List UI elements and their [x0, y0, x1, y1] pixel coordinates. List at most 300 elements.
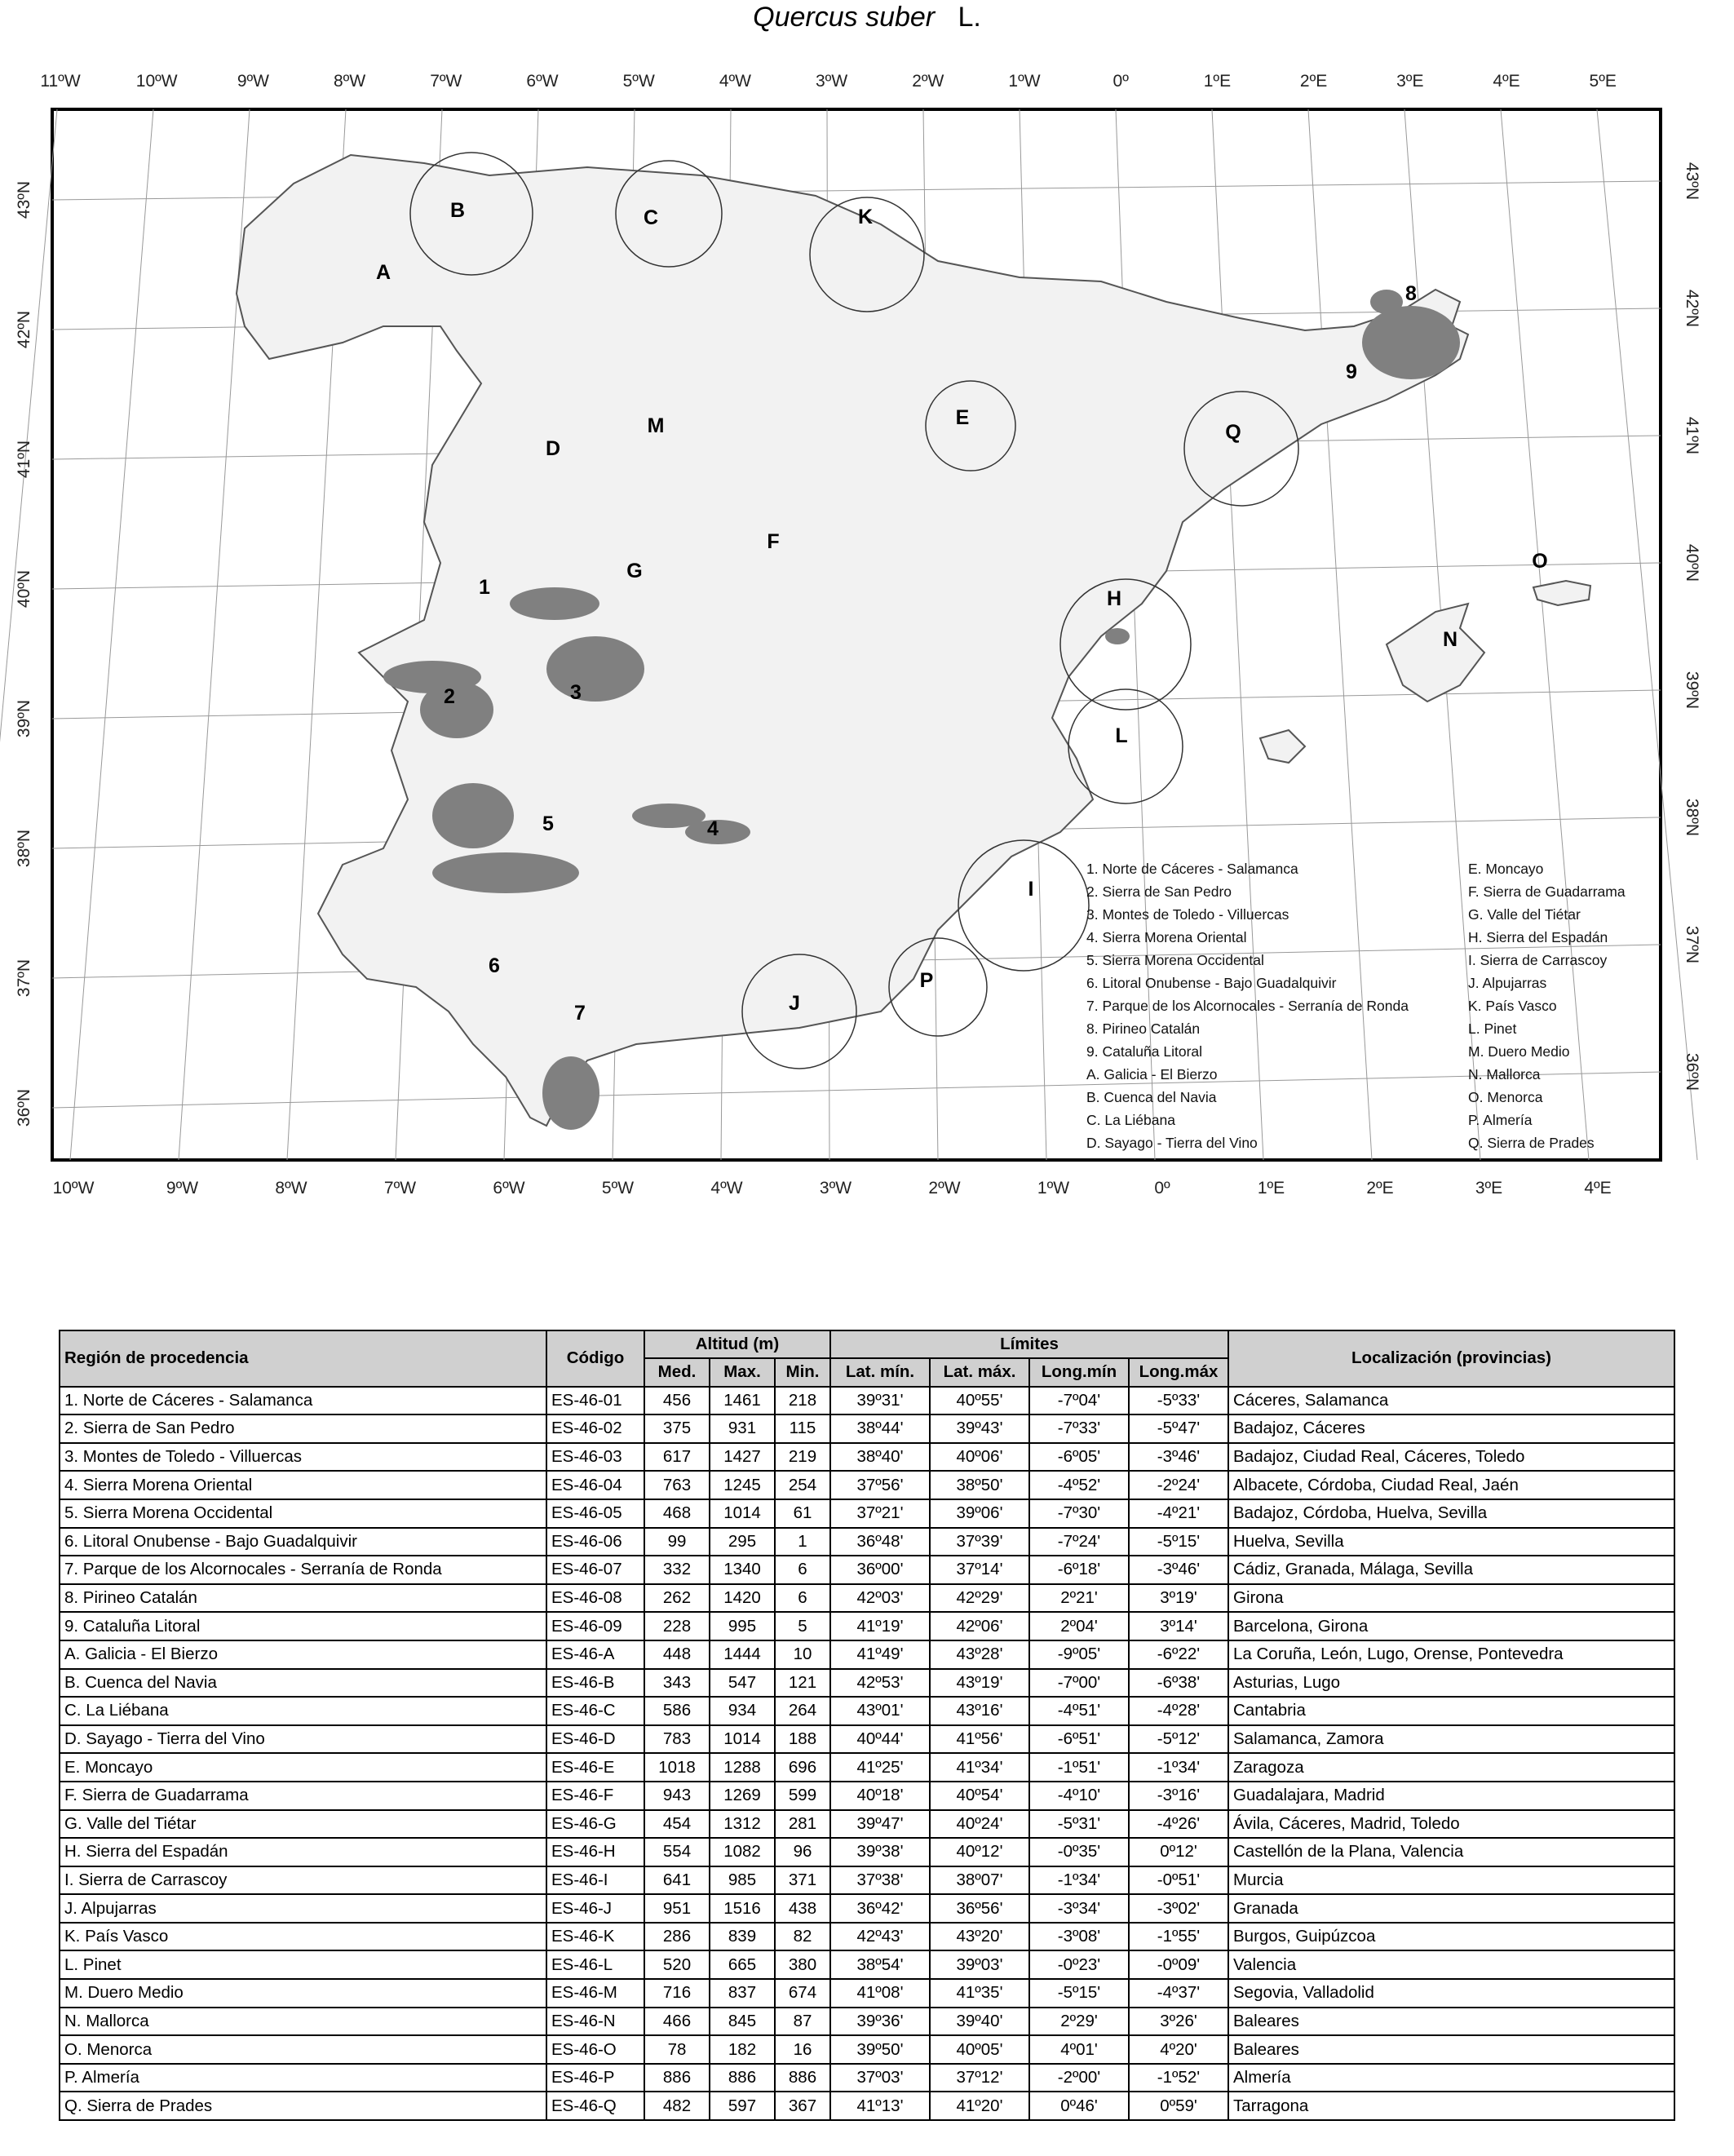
- cell-max: 886: [710, 2064, 775, 2092]
- cell-long-max: -3º16': [1129, 1782, 1228, 1810]
- cell-region: P. Almería: [60, 2064, 546, 2092]
- legend-item: 2. Sierra de San Pedro: [1086, 883, 1232, 900]
- meridian-line: [0, 109, 57, 1160]
- top-lon-label: 1ºE: [1203, 72, 1232, 91]
- cell-loc: Ávila, Cáceres, Madrid, Toledo: [1228, 1810, 1674, 1839]
- cell-region: G. Valle del Tiétar: [60, 1810, 546, 1839]
- legend-item: P. Almería: [1468, 1112, 1533, 1128]
- cell-region: M. Duero Medio: [60, 1979, 546, 2008]
- cell-lat-min: 39º47': [830, 1810, 930, 1839]
- cell-loc: Cáceres, Salamanca: [1228, 1387, 1674, 1415]
- region-label-g: G: [626, 560, 643, 582]
- cell-med: 783: [644, 1725, 710, 1754]
- header-location: Localización (provincias): [1228, 1330, 1674, 1387]
- cell-lat-min: 41º25': [830, 1753, 930, 1782]
- table-row: [60, 1414, 1674, 1443]
- region-label-8: 8: [1405, 282, 1417, 305]
- cell-long-min: -7º33': [1029, 1414, 1129, 1443]
- cell-max: 1014: [710, 1499, 775, 1528]
- cell-med: 466: [644, 2008, 710, 2036]
- region-label-d: D: [545, 437, 561, 460]
- cell-lat-min: 42º53': [830, 1669, 930, 1698]
- cell-long-max: -0º09': [1129, 1950, 1228, 1979]
- cell-long-max: -6º38': [1129, 1669, 1228, 1698]
- cell-region: E. Moncayo: [60, 1753, 546, 1782]
- cell-max: 1245: [710, 1471, 775, 1499]
- bottom-lon-label: 8ºW: [275, 1179, 307, 1198]
- table-row: [60, 1979, 1674, 2008]
- table-row: [60, 1782, 1674, 1810]
- header-max: Max.: [710, 1358, 775, 1387]
- legend-item: 1. Norte de Cáceres - Salamanca: [1086, 861, 1298, 877]
- legend-item: 4. Sierra Morena Oriental: [1086, 929, 1247, 945]
- cell-min: 16: [775, 2035, 830, 2064]
- right-lat-label: 43ºN: [1683, 162, 1701, 201]
- cell-code: ES-46-08: [546, 1584, 644, 1613]
- cell-long-max: -5º12': [1129, 1725, 1228, 1754]
- table-row: [60, 2035, 1674, 2064]
- cell-code: ES-46-K: [546, 1923, 644, 1951]
- region-label-2: 2: [444, 685, 455, 708]
- cell-code: ES-46-L: [546, 1950, 644, 1979]
- cell-med: 448: [644, 1640, 710, 1669]
- cell-med: 99: [644, 1528, 710, 1556]
- cell-long-max: -1º55': [1129, 1923, 1228, 1951]
- region-label-4: 4: [707, 817, 719, 840]
- cell-long-max: -2º24': [1129, 1471, 1228, 1499]
- top-lon-label: 5ºW: [622, 72, 655, 91]
- cell-min: 380: [775, 1950, 830, 1979]
- cell-lat-min: 37º38': [830, 1866, 930, 1895]
- cell-long-max: 3º14': [1129, 1612, 1228, 1640]
- cell-loc: Huelva, Sevilla: [1228, 1528, 1674, 1556]
- cell-long-min: -0º23': [1029, 1950, 1129, 1979]
- header-lat-min: Lat. mín.: [830, 1358, 930, 1387]
- table-row: [60, 1443, 1674, 1472]
- cell-max: 1269: [710, 1782, 775, 1810]
- cell-lat-max: 40º55': [930, 1387, 1029, 1415]
- cell-max: 845: [710, 2008, 775, 2036]
- header-min: Min.: [775, 1358, 830, 1387]
- region-label-p: P: [919, 969, 934, 992]
- legend-item: 5. Sierra Morena Occidental: [1086, 952, 1264, 968]
- cell-lat-min: 37º03': [830, 2064, 930, 2092]
- cell-lat-min: 36º42': [830, 1894, 930, 1923]
- bottom-lon-label: 2ºW: [928, 1179, 961, 1198]
- table-row: [60, 1528, 1674, 1556]
- cell-loc: Granada: [1228, 1894, 1674, 1923]
- table-row: [60, 1669, 1674, 1698]
- cell-max: 182: [710, 2035, 775, 2064]
- left-lat-label: 40ºN: [15, 569, 33, 609]
- cell-long-max: 4º20': [1129, 2035, 1228, 2064]
- legend-item: H. Sierra del Espadán: [1468, 929, 1608, 945]
- cell-lat-max: 43º19': [930, 1669, 1029, 1698]
- cell-lat-max: 43º16': [930, 1697, 1029, 1725]
- cell-long-min: -7º00': [1029, 1669, 1129, 1698]
- cell-lat-max: 42º06': [930, 1612, 1029, 1640]
- provenance-table: [59, 1330, 1675, 2121]
- legend-item: B. Cuenca del Navia: [1086, 1089, 1217, 1105]
- table-row: [60, 2092, 1674, 2120]
- left-lat-label: 42ºN: [15, 310, 33, 349]
- cell-min: 886: [775, 2064, 830, 2092]
- cell-min: 6: [775, 1584, 830, 1613]
- cell-long-max: -1º34': [1129, 1753, 1228, 1782]
- cell-med: 286: [644, 1923, 710, 1951]
- top-lon-label: 1ºW: [1008, 72, 1041, 91]
- cell-code: ES-46-09: [546, 1612, 644, 1640]
- cell-loc: Almería: [1228, 2064, 1674, 2092]
- cell-med: 375: [644, 1414, 710, 1443]
- cell-long-min: -1º34': [1029, 1866, 1129, 1895]
- region-label-7: 7: [574, 1002, 586, 1025]
- cell-long-min: -9º05': [1029, 1640, 1129, 1669]
- region-label-l: L: [1115, 724, 1128, 747]
- cell-long-max: 3º26': [1129, 2008, 1228, 2036]
- cell-region: 5. Sierra Morena Occidental: [60, 1499, 546, 1528]
- table-row: [60, 1866, 1674, 1895]
- cell-long-min: 2º29': [1029, 2008, 1129, 2036]
- cell-lat-max: 39º06': [930, 1499, 1029, 1528]
- cell-region: K. País Vasco: [60, 1923, 546, 1951]
- cell-lat-min: 37º56': [830, 1471, 930, 1499]
- cell-lat-min: 36º00': [830, 1556, 930, 1584]
- legend-item: 8. Pirineo Catalán: [1086, 1020, 1201, 1037]
- top-lon-label: 5ºE: [1589, 72, 1617, 91]
- cell-med: 228: [644, 1612, 710, 1640]
- table-row: [60, 1640, 1674, 1669]
- cell-lat-min: 38º44': [830, 1414, 930, 1443]
- bottom-lon-label: 0º: [1154, 1179, 1170, 1198]
- bottom-lon-label: 3ºW: [819, 1179, 852, 1198]
- bottom-lon-label: 10ºW: [52, 1179, 95, 1198]
- table-row: [60, 1387, 1674, 1415]
- legend-item: D. Sayago - Tierra del Vino: [1086, 1135, 1258, 1151]
- region-label-n: N: [1442, 628, 1458, 651]
- top-lon-label: 11ºW: [40, 72, 81, 91]
- bottom-lon-label: 2ºE: [1366, 1179, 1394, 1198]
- cell-lat-min: 37º21': [830, 1499, 930, 1528]
- cell-code: ES-46-A: [546, 1640, 644, 1669]
- cell-region: I. Sierra de Carrascoy: [60, 1866, 546, 1895]
- cell-lat-min: 39º31': [830, 1387, 930, 1415]
- top-lon-label: 10ºW: [135, 72, 178, 91]
- cell-loc: Murcia: [1228, 1866, 1674, 1895]
- cell-min: 367: [775, 2092, 830, 2120]
- cell-max: 1288: [710, 1753, 775, 1782]
- right-lat-label: 39ºN: [1683, 671, 1701, 710]
- cell-loc: Zaragoza: [1228, 1753, 1674, 1782]
- cell-max: 1420: [710, 1584, 775, 1613]
- table-row: [60, 1838, 1674, 1866]
- cell-region: 8. Pirineo Catalán: [60, 1584, 546, 1613]
- cell-lat-max: 36º56': [930, 1894, 1029, 1923]
- cell-loc: Asturias, Lugo: [1228, 1669, 1674, 1698]
- cell-lat-max: 39º43': [930, 1414, 1029, 1443]
- table-row: [60, 1810, 1674, 1839]
- cell-long-max: -5º15': [1129, 1528, 1228, 1556]
- cell-min: 264: [775, 1697, 830, 1725]
- legend-item: L. Pinet: [1468, 1020, 1517, 1037]
- cell-loc: Guadalajara, Madrid: [1228, 1782, 1674, 1810]
- cell-min: 281: [775, 1810, 830, 1839]
- cell-min: 10: [775, 1640, 830, 1669]
- cell-long-min: -4º51': [1029, 1697, 1129, 1725]
- cell-region: L. Pinet: [60, 1950, 546, 1979]
- cell-max: 597: [710, 2092, 775, 2120]
- table-row: [60, 1499, 1674, 1528]
- right-lat-label: 42ºN: [1683, 289, 1701, 328]
- cell-code: ES-46-06: [546, 1528, 644, 1556]
- cell-min: 254: [775, 1471, 830, 1499]
- right-lat-label: 40ºN: [1683, 543, 1701, 582]
- cell-min: 599: [775, 1782, 830, 1810]
- cell-med: 617: [644, 1443, 710, 1472]
- cell-long-min: -7º24': [1029, 1528, 1129, 1556]
- cell-region: B. Cuenca del Navia: [60, 1669, 546, 1698]
- cell-med: 586: [644, 1697, 710, 1725]
- legend-item: A. Galicia - El Bierzo: [1086, 1066, 1218, 1082]
- left-lat-label: 39ºN: [15, 699, 33, 738]
- cell-lat-min: 42º43': [830, 1923, 930, 1951]
- cell-lat-min: 41º13': [830, 2092, 930, 2120]
- cell-lat-max: 37º14': [930, 1556, 1029, 1584]
- region-label-9: 9: [1346, 361, 1357, 383]
- species-name: Quercus suber: [753, 2, 936, 33]
- cell-long-min: -4º52': [1029, 1471, 1129, 1499]
- cell-code: ES-46-B: [546, 1669, 644, 1698]
- cell-long-min: -3º34': [1029, 1894, 1129, 1923]
- cell-long-max: -4º28': [1129, 1697, 1228, 1725]
- cell-long-min: 4º01': [1029, 2035, 1129, 2064]
- cell-region: J. Alpujarras: [60, 1894, 546, 1923]
- cell-lat-max: 41º20': [930, 2092, 1029, 2120]
- top-lon-label: 2ºW: [912, 72, 944, 91]
- top-lon-label: 3ºE: [1396, 72, 1424, 91]
- cell-long-min: -1º51': [1029, 1753, 1129, 1782]
- region-label-c: C: [643, 206, 659, 229]
- cell-min: 219: [775, 1443, 830, 1472]
- cell-lat-max: 43º20': [930, 1923, 1029, 1951]
- cell-loc: Badajoz, Ciudad Real, Cáceres, Toledo: [1228, 1443, 1674, 1472]
- legend-item: Q. Sierra de Prades: [1468, 1135, 1595, 1151]
- cell-long-min: 0º46': [1029, 2092, 1129, 2120]
- cell-region: F. Sierra de Guadarrama: [60, 1782, 546, 1810]
- cell-code: ES-46-03: [546, 1443, 644, 1472]
- cell-region: 2. Sierra de San Pedro: [60, 1414, 546, 1443]
- cell-loc: Badajoz, Córdoba, Huelva, Sevilla: [1228, 1499, 1674, 1528]
- legend-item: C. La Liébana: [1086, 1112, 1175, 1128]
- cell-min: 188: [775, 1725, 830, 1754]
- header-altitude: Altitud (m): [644, 1330, 830, 1358]
- cell-long-min: -5º15': [1029, 1979, 1129, 2008]
- bottom-longitude-labels: [53, 1179, 1612, 1198]
- region-label-j: J: [789, 992, 800, 1015]
- cell-lat-max: 41º56': [930, 1725, 1029, 1754]
- cell-max: 995: [710, 1612, 775, 1640]
- cell-code: ES-46-Q: [546, 2092, 644, 2120]
- cell-min: 371: [775, 1866, 830, 1895]
- cell-loc: Tarragona: [1228, 2092, 1674, 2120]
- table-row: [60, 1950, 1674, 1979]
- table-row: [60, 1584, 1674, 1613]
- cell-min: 61: [775, 1499, 830, 1528]
- legend-item: I. Sierra de Carrascoy: [1468, 952, 1608, 968]
- cell-region: 6. Litoral Onubense - Bajo Guadalquivir: [60, 1528, 546, 1556]
- legend-item: N. Mallorca: [1468, 1066, 1541, 1082]
- cell-code: ES-46-E: [546, 1753, 644, 1782]
- table-row: [60, 1923, 1674, 1951]
- cell-loc: Barcelona, Girona: [1228, 1612, 1674, 1640]
- cell-code: ES-46-C: [546, 1697, 644, 1725]
- cell-med: 943: [644, 1782, 710, 1810]
- cell-long-max: 0º59': [1129, 2092, 1228, 2120]
- cell-code: ES-46-P: [546, 2064, 644, 2092]
- legend-item: F. Sierra de Guadarrama: [1468, 883, 1626, 900]
- header-code: Código: [546, 1330, 644, 1387]
- cell-max: 1427: [710, 1443, 775, 1472]
- region-label-i: I: [1028, 878, 1034, 901]
- cell-lat-min: 41º08': [830, 1979, 930, 2008]
- cell-lat-min: 41º19': [830, 1612, 930, 1640]
- top-lon-label: 0º: [1113, 72, 1129, 91]
- cell-loc: Segovia, Valladolid: [1228, 1979, 1674, 2008]
- header-lat-max: Lat. máx.: [930, 1358, 1029, 1387]
- cell-max: 1461: [710, 1387, 775, 1415]
- cell-max: 1516: [710, 1894, 775, 1923]
- cell-lat-max: 40º06': [930, 1443, 1029, 1472]
- cell-loc: La Coruña, León, Lugo, Orense, Pontevedra: [1228, 1640, 1674, 1669]
- cell-code: ES-46-G: [546, 1810, 644, 1839]
- left-lat-label: 38ºN: [15, 829, 33, 868]
- header-limits: Límites: [830, 1330, 1228, 1358]
- bottom-lon-label: 1ºE: [1257, 1179, 1285, 1198]
- cell-region: D. Sayago - Tierra del Vino: [60, 1725, 546, 1754]
- cell-lat-max: 40º24': [930, 1810, 1029, 1839]
- table-row: [60, 1697, 1674, 1725]
- header-long-max: Long.máx: [1129, 1358, 1228, 1387]
- right-lat-label: 41ºN: [1683, 416, 1701, 455]
- species-author: L.: [958, 2, 981, 33]
- top-lon-label: 4ºW: [719, 72, 751, 91]
- cell-med: 520: [644, 1950, 710, 1979]
- cell-long-max: -4º26': [1129, 1810, 1228, 1839]
- cell-lat-max: 39º03': [930, 1950, 1029, 1979]
- cell-lat-min: 42º03': [830, 1584, 930, 1613]
- region-label-5: 5: [542, 812, 554, 835]
- bottom-lon-label: 4ºW: [710, 1179, 743, 1198]
- region-label-1: 1: [479, 576, 490, 599]
- cell-region: C. La Liébana: [60, 1697, 546, 1725]
- cell-lat-min: 39º50': [830, 2035, 930, 2064]
- cell-med: 886: [644, 2064, 710, 2092]
- region-label-f: F: [767, 530, 780, 553]
- cell-lat-max: 40º12': [930, 1838, 1029, 1866]
- cell-max: 837: [710, 1979, 775, 2008]
- bottom-lon-label: 7ºW: [383, 1179, 417, 1198]
- cell-max: 1312: [710, 1810, 775, 1839]
- cell-loc: Girona: [1228, 1584, 1674, 1613]
- region-label-k: K: [857, 206, 874, 228]
- cell-loc: Badajoz, Cáceres: [1228, 1414, 1674, 1443]
- table-row: [60, 1556, 1674, 1584]
- cell-lat-min: 38º40': [830, 1443, 930, 1472]
- cell-long-min: -7º04': [1029, 1387, 1129, 1415]
- cell-lat-max: 39º40': [930, 2008, 1029, 2036]
- region-label-3: 3: [570, 681, 582, 704]
- top-longitude-labels: [40, 72, 1617, 91]
- cell-lat-min: 40º18': [830, 1782, 930, 1810]
- cell-max: 665: [710, 1950, 775, 1979]
- cell-region: 9. Cataluña Litoral: [60, 1612, 546, 1640]
- cell-long-max: -5º47': [1129, 1414, 1228, 1443]
- legend-item: 3. Montes de Toledo - Villuercas: [1086, 906, 1289, 923]
- cell-lat-min: 39º38': [830, 1838, 930, 1866]
- cell-code: ES-46-F: [546, 1782, 644, 1810]
- cell-min: 218: [775, 1387, 830, 1415]
- legend-item: G. Valle del Tiétar: [1468, 906, 1581, 923]
- region-label-e: E: [955, 406, 970, 429]
- cell-min: 121: [775, 1669, 830, 1698]
- region-label-6: 6: [489, 954, 500, 977]
- cell-med: 456: [644, 1387, 710, 1415]
- bottom-lon-label: 3ºE: [1475, 1179, 1503, 1198]
- cell-max: 295: [710, 1528, 775, 1556]
- cell-code: ES-46-04: [546, 1471, 644, 1499]
- cell-long-min: 2º04': [1029, 1612, 1129, 1640]
- region-label-q: Q: [1225, 421, 1241, 444]
- cell-med: 951: [644, 1894, 710, 1923]
- top-lon-label: 2ºE: [1299, 72, 1328, 91]
- cell-loc: Baleares: [1228, 2035, 1674, 2064]
- cell-long-max: -5º33': [1129, 1387, 1228, 1415]
- cell-region: 7. Parque de los Alcornocales - Serranía de Ronda: [60, 1556, 546, 1584]
- cell-region: A. Galicia - El Bierzo: [60, 1640, 546, 1669]
- cell-long-max: -3º46': [1129, 1556, 1228, 1584]
- cell-long-min: 2º21': [1029, 1584, 1129, 1613]
- bottom-lon-label: 4ºE: [1584, 1179, 1612, 1198]
- cell-max: 934: [710, 1697, 775, 1725]
- cell-min: 115: [775, 1414, 830, 1443]
- cell-loc: Baleares: [1228, 2008, 1674, 2036]
- cell-code: ES-46-01: [546, 1387, 644, 1415]
- cell-lat-max: 40º05': [930, 2035, 1029, 2064]
- cell-min: 5: [775, 1612, 830, 1640]
- cell-long-max: 0º12': [1129, 1838, 1228, 1866]
- bottom-lon-label: 1ºW: [1037, 1179, 1070, 1198]
- cell-region: 1. Norte de Cáceres - Salamanca: [60, 1387, 546, 1415]
- cell-region: 3. Montes de Toledo - Villuercas: [60, 1443, 546, 1472]
- top-lon-label: 9ºW: [237, 72, 269, 91]
- cell-max: 839: [710, 1923, 775, 1951]
- legend-item: O. Menorca: [1468, 1089, 1543, 1105]
- cell-lat-max: 41º35': [930, 1979, 1029, 2008]
- cell-med: 554: [644, 1838, 710, 1866]
- table-row: [60, 1894, 1674, 1923]
- cell-med: 468: [644, 1499, 710, 1528]
- cell-min: 87: [775, 2008, 830, 2036]
- cell-code: ES-46-N: [546, 2008, 644, 2036]
- top-lon-label: 6ºW: [526, 72, 559, 91]
- cell-loc: Cantabria: [1228, 1697, 1674, 1725]
- cell-region: O. Menorca: [60, 2035, 546, 2064]
- cell-lat-min: 40º44': [830, 1725, 930, 1754]
- cell-max: 931: [710, 1414, 775, 1443]
- cell-code: ES-46-D: [546, 1725, 644, 1754]
- cell-max: 1082: [710, 1838, 775, 1866]
- cell-loc: Albacete, Córdoba, Ciudad Real, Jaén: [1228, 1471, 1674, 1499]
